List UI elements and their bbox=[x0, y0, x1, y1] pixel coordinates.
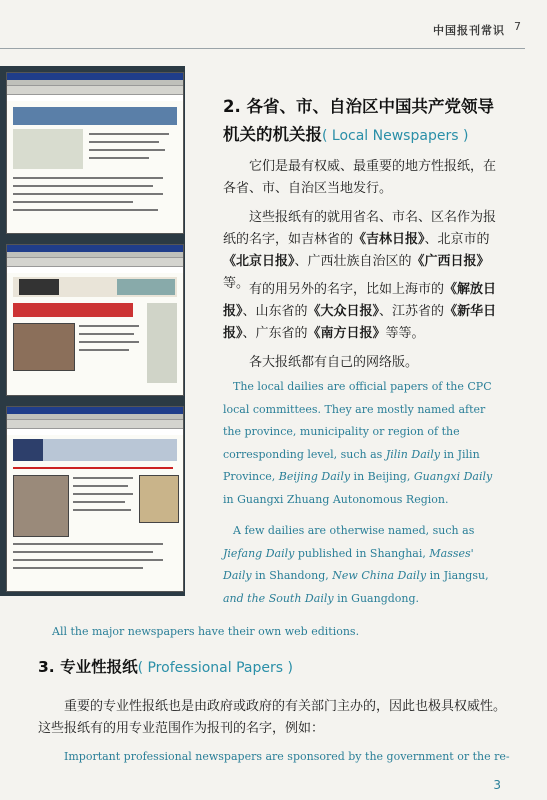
paragraph-cn-3: 有的用另外的名字，比如上海市的《解放日报》、山东省的《大众日报》、江苏省的《新华日报》、广东省的《南方日报》等等。 bbox=[223, 282, 497, 341]
paragraph-cn-2: 这些报纸有的就用省名、市名、区名作为报纸的名字，如吉林省的《吉林日报》、北京市的《北京日报》、广西壮族自治区的《广西日报》等。 bbox=[223, 210, 497, 291]
page-header bbox=[0, 0, 547, 50]
section-2-heading-en: ( Local Newspapers ) bbox=[322, 128, 469, 144]
screenshot-3 bbox=[6, 406, 184, 592]
section-3-heading-en: ( Professional Papers ) bbox=[137, 660, 293, 676]
site-banner bbox=[13, 107, 177, 125]
header-rule bbox=[0, 48, 525, 49]
screenshot-2 bbox=[6, 244, 184, 396]
paragraph-en-4: Important professional newspapers are sponsored by the government or the re- bbox=[64, 750, 510, 763]
section-2-heading-cn: 2. 各省、市、自治区中国共产党领导机关的机关报 bbox=[223, 97, 494, 144]
page-number: 3 bbox=[493, 778, 501, 792]
screenshot-1 bbox=[6, 72, 184, 234]
paragraph-cn-1: 它们是最有权威、最重要的地方性报纸，在各省、市、自治区当地发行。 bbox=[223, 159, 497, 196]
newspaper-website-screenshots bbox=[0, 66, 185, 596]
paragraph-en-2: A few dailies are otherwise named, such as Jiefang Daily published in Shanghai, Masses' Daily in Shandong, New China Daily in Jiangsu, and the South Daily in Guangdong. bbox=[223, 524, 489, 605]
paragraph-cn-5: 重要的专业性报纸也是由政府或政府的有关部门主办的，因此也极具权威性。这些报纸有的用专业范围作为报刊的名字，例如： bbox=[38, 699, 507, 736]
section-3-heading bbox=[38, 656, 518, 679]
running-title: 中国报刊常识 bbox=[433, 24, 505, 37]
paragraph-en-1: The local dailies are official papers of the CPC local committees. They are mostly named after the province, municipality or region of the corresponding level, such as Jilin Daily in Jilin Province, Beijing Daily in Beijing, Guangxi Daily in Guangxi Zhuang Autonomous Region. bbox=[223, 380, 493, 506]
section-2-heading bbox=[223, 93, 503, 150]
paragraph-en-3: All the major newspapers have their own web editions. bbox=[52, 625, 360, 638]
page-marker: 7 bbox=[514, 20, 521, 33]
section-3-heading-cn: 3. 专业性报纸 bbox=[38, 658, 138, 676]
paragraph-cn-4: 各大报纸都有自己的网络版。 bbox=[249, 355, 419, 370]
